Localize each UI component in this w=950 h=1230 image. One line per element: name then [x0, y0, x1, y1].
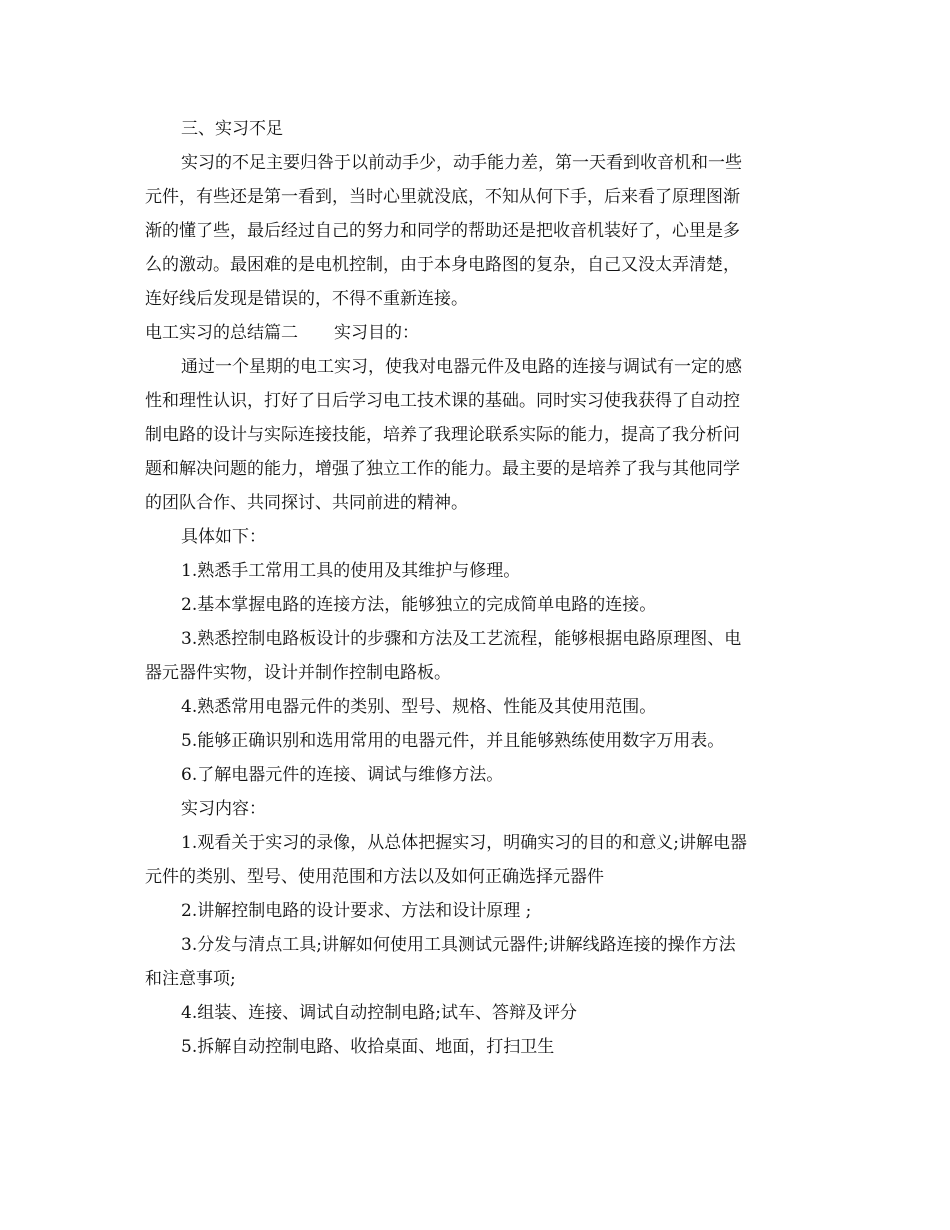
purpose-label: 实习目的：	[334, 323, 419, 343]
text-line: 元件，有些还是第一看到，当时心里就没底，不知从何下手，后来看了原理图渐	[145, 187, 740, 207]
list-item-continuation: 器元器件实物，设计并制作控制电路板。	[145, 663, 451, 683]
content-label: 实习内容：	[181, 799, 266, 819]
list-item: 5.能够正确识别和选用常用的电器元件，并且能够熟练使用数字万用表。	[181, 731, 725, 751]
text-line: 的团队合作、共同探讨、共同前进的精神。	[145, 493, 468, 513]
list-item: 5.拆解自动控制电路、收拾桌面、地面，打扫卫生	[181, 1037, 555, 1057]
list-item: 4.组装、连接、调试自动控制电路;试车、答辩及评分	[181, 1003, 577, 1023]
details-label: 具体如下：	[181, 527, 266, 547]
section-heading: 三、实习不足	[181, 119, 283, 139]
text-line: 么的激动。最困难的是电机控制，由于本身电路图的复杂，自己又没太弄清楚，	[145, 255, 740, 275]
part-two-title: 电工实习的总结篇二	[145, 323, 298, 343]
list-item: 3.分发与清点工具;讲解如何使用工具测试元器件;讲解线路连接的操作方法	[181, 935, 736, 955]
text-line: 制电路的设计与实际连接技能，培养了我理论联系实际的能力，提高了我分析问	[145, 425, 740, 445]
list-item: 1.观看关于实习的录像，从总体把握实习，明确实习的目的和意义;讲解电器	[181, 833, 747, 853]
list-item: 2.讲解控制电路的设计要求、方法和设计原理 ;	[181, 901, 532, 921]
paragraph-shortcomings	[145, 146, 810, 316]
list-item: 4.熟悉常用电器元件的类别、型号、规格、性能及其使用范围。	[181, 697, 657, 717]
part-two-heading-row	[145, 316, 810, 350]
list-item: 2.基本掌握电路的连接方法，能够独立的完成简单电路的连接。	[181, 595, 657, 615]
details-list	[145, 554, 810, 792]
list-item: 6.了解电器元件的连接、调试与维修方法。	[181, 765, 504, 785]
text-line: 连好线后发现是错误的，不得不重新连接。	[145, 289, 468, 309]
content-list	[145, 826, 810, 1064]
document-page	[145, 112, 810, 1064]
list-item: 1.熟悉手工常用工具的使用及其维护与修理。	[181, 561, 521, 581]
text-line: 通过一个星期的电工实习，使我对电器元件及电路的连接与调试有一定的感	[181, 357, 742, 377]
list-item: 3.熟悉控制电路板设计的步骤和方法及工艺流程，能够根据电路原理图、电	[181, 629, 742, 649]
list-item-continuation: 元件的类别、型号、使用范围和方法以及如何正确选择元器件	[145, 867, 604, 887]
list-item-continuation: 和注意事项;	[145, 969, 236, 989]
text-line: 渐的懂了些，最后经过自己的努力和同学的帮助还是把收音机装好了，心里是多	[145, 221, 740, 241]
text-line: 性和理性认识，打好了日后学习电工技术课的基础。同时实习使我获得了自动控	[145, 391, 740, 411]
text-line: 实习的不足主要归咎于以前动手少，动手能力差，第一天看到收音机和一些	[181, 153, 742, 173]
text-line: 题和解决问题的能力，增强了独立工作的能力。最主要的是培养了我与其他同学	[145, 459, 740, 479]
paragraph-purpose	[145, 350, 810, 520]
